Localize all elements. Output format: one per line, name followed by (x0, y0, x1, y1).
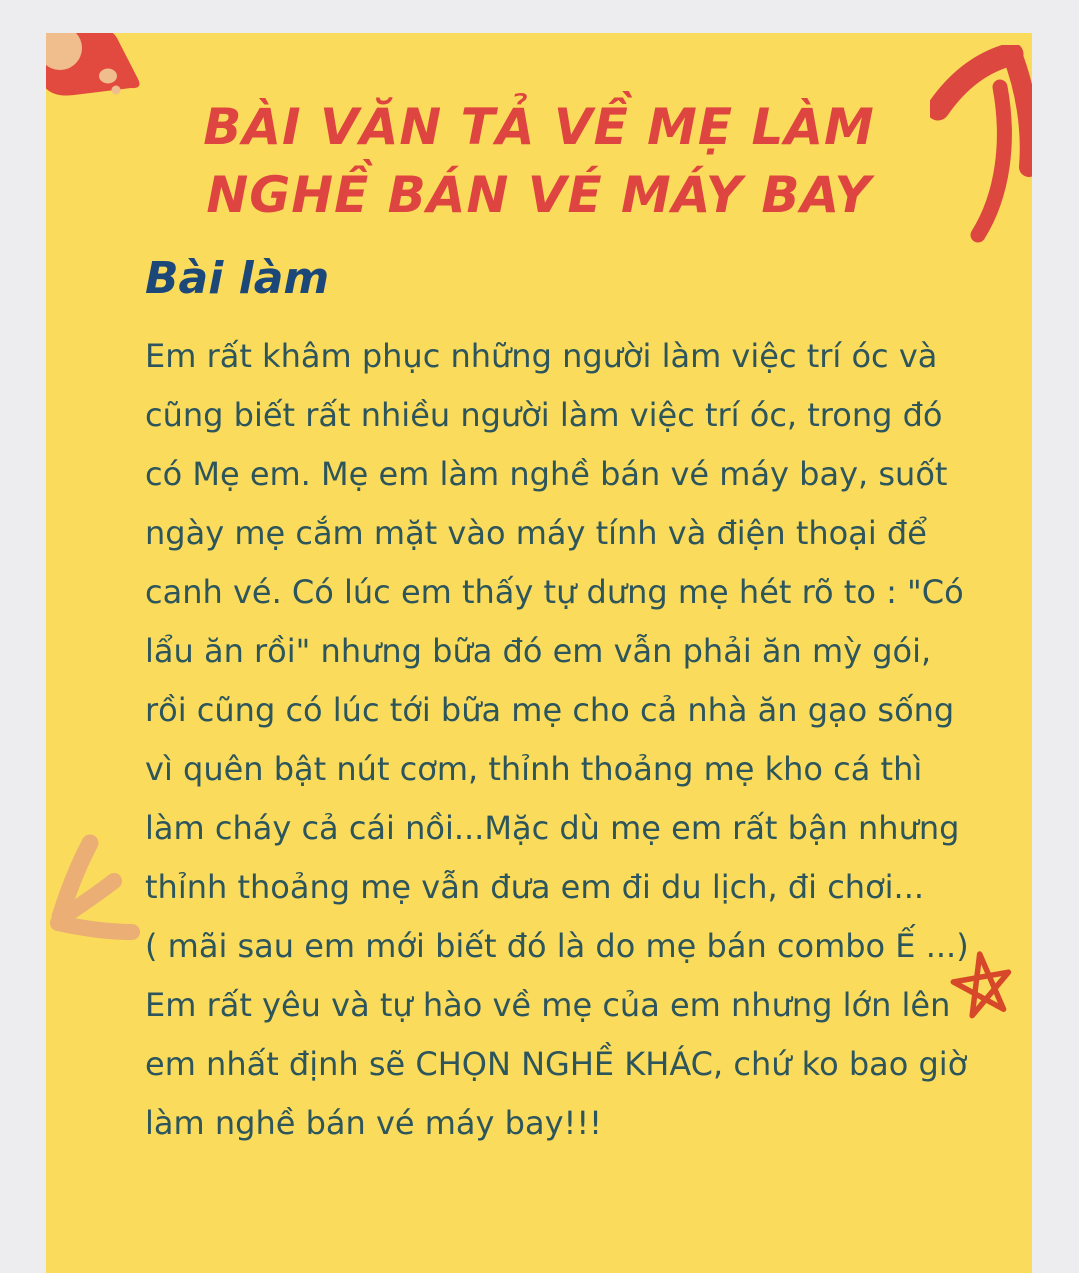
essay-line: ( mãi sau em mới biết đó là do mẹ bán combo Ế ...) (145, 927, 969, 965)
essay-line: Em rất yêu và tự hào về mẹ của em nhưng lớn lên (145, 986, 951, 1024)
essay-body (145, 327, 969, 1153)
essay-line: lẩu ăn rồi" nhưng bữa đó em vẫn phải ăn mỳ gói, (145, 632, 932, 670)
essay-line: Em rất khâm phục những người làm việc trí óc và (145, 337, 938, 375)
title-line-1: BÀI VĂN TẢ VỀ MẸ LÀM (203, 98, 875, 156)
essay-line: em nhất định sẽ CHỌN NGHỀ KHÁC, chứ ko bao giờ (145, 1045, 968, 1083)
essay-line: canh vé. Có lúc em thấy tự dưng mẹ hét rõ to : "Có (145, 573, 964, 611)
essay-line: cũng biết rất nhiều người làm việc trí óc, trong đó (145, 396, 943, 434)
essay-line: làm nghề bán vé máy bay!!! (145, 1104, 602, 1142)
essay-line: có Mẹ em. Mẹ em làm nghề bán vé máy bay, suốt (145, 455, 948, 493)
title-line-2: NGHỀ BÁN VÉ MÁY BAY (206, 166, 872, 224)
essay-line: rồi cũng có lúc tới bữa mẹ cho cả nhà ăn gạo sống (145, 691, 955, 729)
essay-line: làm cháy cả cái nồi...Mặc dù mẹ em rất bận nhưng (145, 809, 960, 847)
essay-line: ngày mẹ cắm mặt vào máy tính và điện thoại để (145, 514, 927, 552)
essay-line: thỉnh thoảng mẹ vẫn đưa em đi du lịch, đi chơi... (145, 868, 925, 906)
essay-card (46, 33, 1032, 1273)
essay-line: vì quên bật nút cơm, thỉnh thoảng mẹ kho cá thì (145, 750, 923, 788)
subtitle: Bài làm (145, 253, 330, 304)
tan-chevron-icon (46, 831, 146, 946)
page-title (46, 93, 1032, 229)
